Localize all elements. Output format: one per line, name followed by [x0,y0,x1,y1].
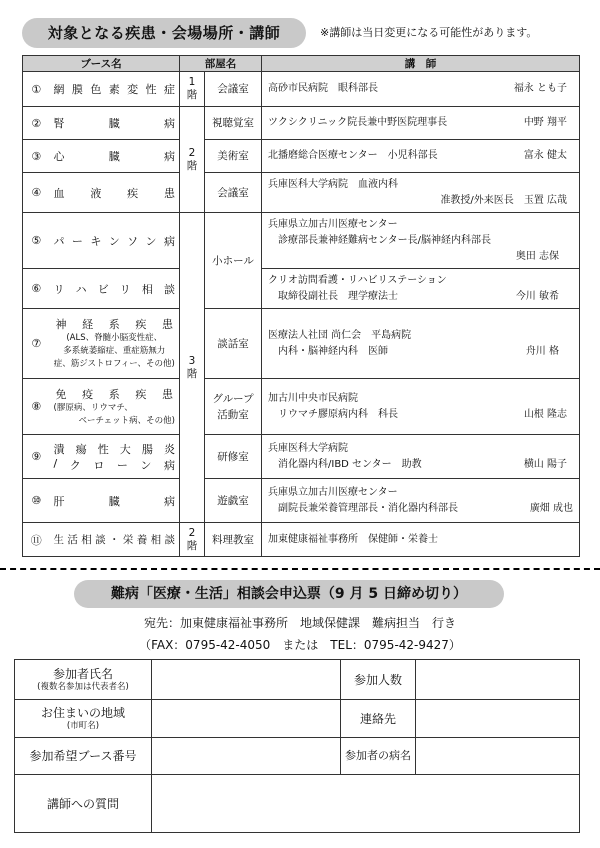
booth-char: 相 [141,282,153,296]
table-row [23,479,580,523]
booth-char: 血 [53,186,65,200]
booth-name [50,523,180,557]
count-input-cell[interactable] [416,660,580,700]
row-number: ⑩ [23,479,50,523]
booth-name [50,213,180,269]
header-booth: ブース名 [23,56,180,72]
booth-char: 病 [163,458,175,472]
lecturer-name: 富永 健太 [523,150,567,161]
table-row [23,140,580,173]
cut-line [0,568,600,570]
area-label-note: (市町名) [66,720,100,731]
table-row [23,213,580,269]
booth-char: ハ [75,282,87,296]
lecturer-line [268,115,573,131]
booth-letters [54,233,176,249]
booth-char: 患 [162,318,173,331]
lecturer-name: 山根 隆志 [523,408,567,420]
lecturer-cell [262,523,580,557]
row-number: ② [23,107,50,140]
booth-letters [54,81,176,97]
header-room: 部屋名 [180,56,262,72]
booth-char: ・ [109,534,120,546]
lecturer-name: 横山 陽子 [523,458,567,470]
row-number: ⑤ [23,213,50,269]
booth-char: 疫 [82,387,94,401]
booth-letters [54,115,176,131]
booth-char: パ [53,234,65,248]
lecturer-affiliation: 北播磨総合医療センター 小児科部長 [268,150,438,161]
row-number: ⑦ [23,309,50,379]
table-row [23,309,580,379]
form-row [15,738,580,775]
booth-char: ン [140,458,152,472]
booth-char: 病 [164,150,175,163]
floor-number: 1 [188,76,196,88]
booth-char: 談 [163,282,175,296]
lecturer-affiliation: 医療法人社団 尚仁会 平島病院 [268,329,412,341]
room-name: 研修室 [205,435,262,479]
disease-label: 参加者の病名 [341,738,416,775]
row-number: ① [23,72,50,107]
form-row [15,700,580,738]
lecturer-name: 玉置 広哉 [523,194,567,206]
booth-char: ン [108,234,120,248]
lecturer-line [268,501,573,517]
table-row [23,523,580,557]
booth-name [50,72,180,107]
booth-char: ー [116,458,128,472]
booth-char: 臓 [108,117,120,130]
booth-char: リ [53,282,65,296]
lecturer-name: 廣畑 成也 [529,502,573,514]
area-input-cell[interactable] [152,700,341,738]
lecturer-title: 内科・脳神経内科 医師 [278,345,388,357]
lecturer-title: 准教授/外来医長 [440,194,514,206]
lecturer-cell [262,269,580,309]
lecturer-line [268,148,573,164]
lecturer-affiliation: 兵庫県立加古川医療センター [268,218,398,230]
booth-letters [54,532,176,547]
floor-unit: 階 [186,367,198,380]
booth-char: 臓 [108,150,120,163]
booth-char: 液 [90,186,102,200]
booth-name [50,107,180,140]
lecturer-cell [262,479,580,523]
phone-input-cell[interactable] [416,700,580,738]
booth-letters [54,493,176,509]
booth-char: 系 [108,387,120,401]
booth-char: 炎 [163,442,175,456]
form-title: 難病「医療・生活」相談会申込票（9 月 5 日締め切り） [74,580,504,608]
row-number: ④ [23,173,50,213]
lecturer-title: 消化器内科/IBD センター 助教 [278,458,422,470]
booth-letters [54,441,176,457]
area-label-cell [15,700,152,738]
booth-char: 病 [164,494,175,508]
lecturer-name: 舟川 格 [525,345,559,357]
room-name: 美術室 [205,140,262,173]
booth-subnote: ベーチェット病、その他) [78,415,175,426]
table-row [23,173,580,213]
booth-char: ク [69,458,81,472]
phone-label: 連絡先 [341,700,416,738]
booth-subnote: (ALS、脊髄小脳変性症、 [66,333,163,343]
floor-number: 2 [188,146,196,159]
booth-subnote: 症、筋ジストロフィー、その他) [53,359,175,369]
table-row [23,269,580,309]
lecturer-line [268,289,573,305]
booth-char: 潰 [53,442,65,456]
row-number: ⑪ [23,523,50,557]
booth-char: ン [145,234,157,248]
booth-letters [54,457,176,473]
booth-char: 患 [162,387,173,401]
lecturer-affiliation: 兵庫医科大学病院 血液内科 [268,178,398,190]
booth-char: 瘍 [75,442,87,456]
lecturer-affiliation: 加古川中央市民病院 [268,392,358,404]
lecturer-title: 取締役副社長 理学療法士 [278,290,398,302]
booth-number-input-cell[interactable] [152,738,341,775]
lecturer-cell [262,72,580,107]
booth-char: 栄 [122,534,134,546]
lecturer-cell [262,173,580,213]
lecturer-title: リウマチ膠原病内科 科長 [278,408,398,420]
room-name: 遊戯室 [205,479,262,523]
booth-char: 活 [67,534,78,546]
booth-char: 腸 [141,442,153,456]
booth-char: 肝 [53,494,65,508]
floor-cell [180,213,205,523]
question-input-cell[interactable] [152,775,580,833]
booth-char: 症 [163,83,175,96]
booth-name [50,309,180,379]
booth-number-label: 参加希望ブース番号 [15,738,152,775]
lecturer-title: 診療部長兼神経難病センター長/脳神経内科部長 [278,234,491,246]
table-row [23,107,580,140]
booth-name [50,269,180,309]
booth-char: 性 [145,83,157,96]
lecturer-cell [262,213,580,269]
room-name: 料理教室 [205,523,262,557]
booth-char: 心 [53,150,65,163]
lecturer-cell [262,107,580,140]
row-number: ③ [23,140,50,173]
booth-char: 神 [55,318,67,331]
floor-cell [180,107,205,213]
booth-char: 経 [82,318,94,331]
form-row [15,775,580,833]
booth-char: 膜 [71,83,83,96]
booth-name [50,479,180,523]
lecturer-line [268,457,573,473]
lecturer-cell [262,379,580,435]
booth-char: リ [119,282,131,296]
booth-char: 臓 [108,494,120,508]
lecturer-line [268,344,573,360]
lecturer-affiliation: ツクシクリニック院長兼中野医院理事長 [268,117,448,128]
form-address: 宛先：加東健康福祉事務所 地域保健課 難病担当 行き [143,616,456,630]
booth-subnote: (膠原病、リウマチ、 [53,402,133,413]
room-name-line: グループ [212,392,254,405]
lecturer-change-note: ※講師は当日変更になる可能性があります。 [320,26,538,39]
booth-char: キ [90,234,102,248]
booth-name [50,379,180,435]
room-name: 視聴覚室 [205,107,262,140]
booth-letters [54,386,176,402]
form-contact: （FAX：0795-42-4050 または TEL：0795-42-9427） [139,638,461,652]
lecturer-cell [262,435,580,479]
floor-number: 2 [188,526,196,539]
booth-char: 系 [108,318,120,331]
row-number: ⑥ [23,269,50,309]
room-name: 談話室 [205,309,262,379]
booth-char: 談 [95,534,106,546]
booth-subnote: 多系統萎縮症、重症筋無力 [63,346,166,356]
booth-letters [54,185,176,201]
table-row [23,72,580,107]
table-header-row [23,56,580,72]
booth-char: / [53,456,58,470]
header-lecturer: 講 師 [262,56,580,72]
area-label: お住まいの地域 [40,705,125,720]
booth-char: 養 [136,534,148,546]
disease-input-cell[interactable] [416,738,580,775]
form-row [15,660,580,700]
name-label-note: (複数名参加は代表者名) [37,681,129,692]
count-label: 参加人数 [341,660,416,700]
lecturer-affiliation: 兵庫医科大学病院 [268,442,348,454]
booth-char: ー [71,234,83,248]
lecturer-cell [262,309,580,379]
booth-char: 生 [53,534,64,546]
lecturer-line [268,407,573,423]
room-name: 会議室 [205,173,262,213]
booth-name [50,140,180,173]
lecturer-affiliation: 高砂市民病院 眼科部長 [268,83,378,94]
booth-char: 免 [55,387,67,401]
name-label: 参加者氏名 [52,666,113,681]
booth-char: ソ [127,234,139,248]
booth-name [50,435,180,479]
booth-char: 患 [163,186,175,200]
row-number: ⑧ [23,379,50,435]
booth-char: 病 [163,234,175,248]
booth-char: ロ [93,458,105,472]
question-label: 講師への質問 [15,775,152,833]
lecturer-line [268,193,573,209]
section-title: 対象となる疾患・会場場所・講師 [22,18,306,48]
booth-table [22,55,580,557]
lecturer-name: 今川 敏希 [515,290,559,302]
table-row [23,379,580,435]
lecturer-affiliation: クリオ訪問看護・リハビリステーション [268,274,447,286]
booth-letters [54,148,176,164]
room-name-line: 活動室 [217,408,249,421]
booth-char: ビ [97,282,109,296]
floor-unit: 階 [186,89,198,101]
booth-char: 疾 [135,318,147,331]
room-name [205,379,262,435]
booth-char: 性 [97,442,109,456]
lecturer-cell [262,140,580,173]
booth-char: 網 [53,83,65,96]
booth-char: 色 [90,83,102,96]
booth-letters [54,316,176,332]
floor-cell [180,72,205,107]
booth-char: 変 [127,83,139,96]
room-name: 会議室 [205,72,262,107]
lecturer-name: 中野 翔平 [523,117,567,128]
floor-unit: 階 [186,539,198,552]
booth-char: 腎 [53,117,65,130]
lecturer-affiliation: 加東健康福祉事務所 保健師・栄養士 [268,533,438,545]
room-name: 小ホール [205,213,262,309]
lecturer-title: 副院長兼栄養管理部長・消化器内科部長 [278,502,458,514]
name-input-cell[interactable] [152,660,341,700]
booth-char: 素 [108,83,120,96]
booth-char: 病 [164,117,175,130]
booth-letters [54,281,176,297]
booth-char: 相 [150,534,162,546]
booth-name [50,173,180,213]
table-row [23,435,580,479]
name-label-cell [15,660,152,700]
booth-char: 相 [81,534,92,546]
lecturer-name: 福永 とも子 [513,83,567,94]
floor-cell [180,523,205,557]
booth-char: 大 [119,442,131,456]
booth-char: 疾 [127,186,139,200]
floor-unit: 階 [186,159,198,172]
booth-char: 談 [164,534,175,546]
lecturer-name: 奥田 志保 [515,250,559,262]
row-number: ⑨ [23,435,50,479]
application-form-table [14,659,580,833]
floor-number: 3 [188,354,196,367]
booth-char: 疾 [135,387,147,401]
lecturer-line [268,81,573,97]
lecturer-affiliation: 兵庫県立加古川医療センター [268,486,398,498]
